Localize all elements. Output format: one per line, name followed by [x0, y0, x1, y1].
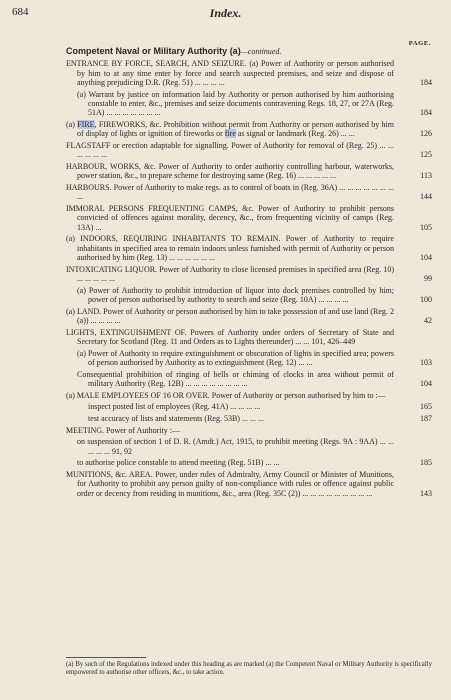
entry-page: 100 [420, 295, 432, 305]
entry-page: 184 [420, 108, 432, 118]
entry-text: ENTRANCE BY FORCE, SEARCH, AND SEIZURE. (a) Power of Authority or person authorised by him to at any time enter by force and search suspected premises, and seize and dispose of anything prejudicing D.R. (Reg. 51) ... ... ... ... [66, 59, 394, 87]
index-entry [66, 470, 432, 498]
entry-page: 113 [420, 171, 432, 181]
page-column-label: PAGE. [408, 40, 431, 47]
entry-page: 105 [420, 222, 432, 232]
entry-text: inspect posted list of employees (Reg. 41A) ... ... ... ... [88, 402, 261, 412]
entry-text: MEETING. Power of Authority :— [66, 425, 180, 435]
entry-page: 143 [420, 488, 432, 498]
section-heading [66, 46, 432, 57]
entry-page: 99 [424, 274, 432, 284]
entry-text: to authorise police constable to attend meeting (Reg. 51B) ... ... [77, 458, 280, 468]
index-entry [66, 90, 432, 118]
entry-page: 185 [420, 458, 432, 468]
continued-label: —continued. [240, 47, 282, 56]
index-entry [66, 141, 432, 160]
index-entry [66, 328, 432, 347]
search-highlight: FIRE [77, 120, 95, 129]
entry-page: 165 [420, 402, 432, 412]
entry-text: HARBOURS. Power of Authority to make regs. as to control of boats in (Reg. 36A) ... ... ... ... ... ... ... ... [66, 183, 394, 202]
entry-text: (a) Power of Authority to require extinguishment or obscuration of lights in specified area; powers of person authorised by Authority as to extinguishment (Reg. 12) ... ... [77, 348, 394, 368]
entry-text: IMMORAL PERSONS FREQUENTING CAMPS, &c. Power of Authority to prohibit persons convicted of offences against morality, decency, &c., from frequenting vicinity of camps (Reg. 13A) ... [66, 204, 394, 232]
entry-text: (a) Power of Authority to prohibit introduction of liquor into dock premises controlled by him; power of person authorised by authority to search and seize (Reg. 10A) ... ... ... ... [77, 285, 394, 305]
entry-text: LIGHTS, EXTINGUISHMENT OF. Powers of Authority under orders of Secretary of State and Secretary for Scotland (Reg. 11 and Orders as to Lights thereunder) ... ... 101, 426–449 [66, 327, 394, 347]
entry-text-part: , FIREWORKS, &c. Prohibition without permit from Authority or person authorised by him of display of lights or ignition of fireworks or [77, 120, 395, 139]
section-heading-text: Competent Naval or Military Authority (a) [66, 46, 241, 56]
index-entry [66, 234, 432, 262]
entry-text: (a) INDOORS, REQUIRING INHABITANTS TO REMAIN. Power of Authority to require inhabitants in specified area to remain indoors unless furnished with permit of Authority or person authorised by him (Reg. 13) ... ... ... ... ... ... [66, 234, 394, 263]
index-entry [66, 414, 432, 423]
index-entry [66, 265, 432, 284]
footnote: (a) By such of the Regulations indexed under this heading as are marked (a) the Competent Naval or Military Authority is specifically empowered to authorise other officers, &c., to take action. [66, 661, 432, 676]
index-entry [66, 183, 432, 202]
entry-text: (a) MALE EMPLOYEES OF 16 OR OVER. Power of Authority or person authorised by him to :— [66, 390, 386, 400]
entry-page: 104 [420, 253, 432, 263]
entry-text: (a) LAND. Power of Authority or person authorised by him to take possession of and use land (Reg. 2 (a)) ... ... ... ... [66, 306, 394, 326]
index-entry [66, 349, 432, 368]
index-entry [66, 437, 432, 456]
entry-text: (a) Warrant by justice on information laid by Authority or person authorised by him authorising constable to enter, &c., premises and seize documents contravening Regs. 18, 27, or 27A (Reg. 51A) ... ... ... ... ... ... ... [77, 89, 394, 118]
entry-page: 42 [424, 316, 432, 326]
index-entry [66, 286, 432, 305]
entry-text [66, 120, 432, 139]
index-entry [66, 307, 432, 326]
search-highlight: fire [224, 129, 236, 139]
index-entry [66, 402, 432, 411]
index-entry [66, 204, 432, 232]
index-content [66, 46, 432, 498]
entry-page: 144 [420, 192, 432, 202]
entry-text: MUNITIONS, &c. AREA. Power, under rules of Admiralty, Army Council or Minister of Munitions, for Authority to prohibit any person guilty of non-compliance with rules or offence against public order or decency from residing in munitions, &c., area (Reg. 35C (2)) ... ... ... ... ... ... ... ... ... [66, 469, 394, 498]
page-number: 684 [12, 6, 29, 18]
index-entry [66, 370, 432, 389]
entry-text: INTOXICATING LIQUOR. Power of Authority to close licensed premises in specified area (Reg. 10) ... ... ... ... ... [66, 264, 394, 284]
footnote-rule [66, 657, 146, 658]
entry-text: HARBOUR, WORKS, &c. Power of Authority to order authority controlling harbour, waterworks, power station, &c., to prepare scheme for destroying same (Reg. 16) ... ... ... ... ... [66, 162, 394, 181]
index-entry [66, 458, 432, 467]
entry-text-part: (a) [66, 120, 78, 129]
index-entry [66, 426, 432, 435]
index-entry-fire [66, 120, 432, 139]
entry-page: 125 [420, 150, 432, 160]
entry-page: 126 [420, 129, 432, 139]
index-entry [66, 391, 432, 400]
entry-text: test accuracy of lists and statements (Reg. 53B) ... ... ... [88, 414, 264, 423]
entry-text: on suspension of section 1 of D. R. (Amdt.) Act, 1915, to prohibit meeting (Regs. 9A : 9AA) ... ... ... ... ... 91, 92 [77, 437, 394, 456]
entry-page: 103 [420, 358, 432, 368]
running-header [0, 6, 451, 22]
entry-page: 104 [420, 379, 432, 389]
page-title: Index. [209, 6, 242, 20]
index-entry [66, 59, 432, 87]
entry-page: 184 [420, 78, 432, 87]
index-entry [66, 162, 432, 181]
entry-text: Consequential prohibition of ringing of bells or chiming of clocks in area without permit of military Authority (Reg. 12B) ... ... ... ... ... ... ... ... [77, 369, 394, 389]
entry-text-part: as signal or landmark (Reg. 26) ... ... [235, 129, 355, 139]
entry-page: 187 [420, 414, 432, 423]
entry-text: FLAGSTAFF or erection adaptable for signalling. Power of Authority for removal of (Reg. 25) ... ... ... ... ... ... [66, 141, 394, 160]
